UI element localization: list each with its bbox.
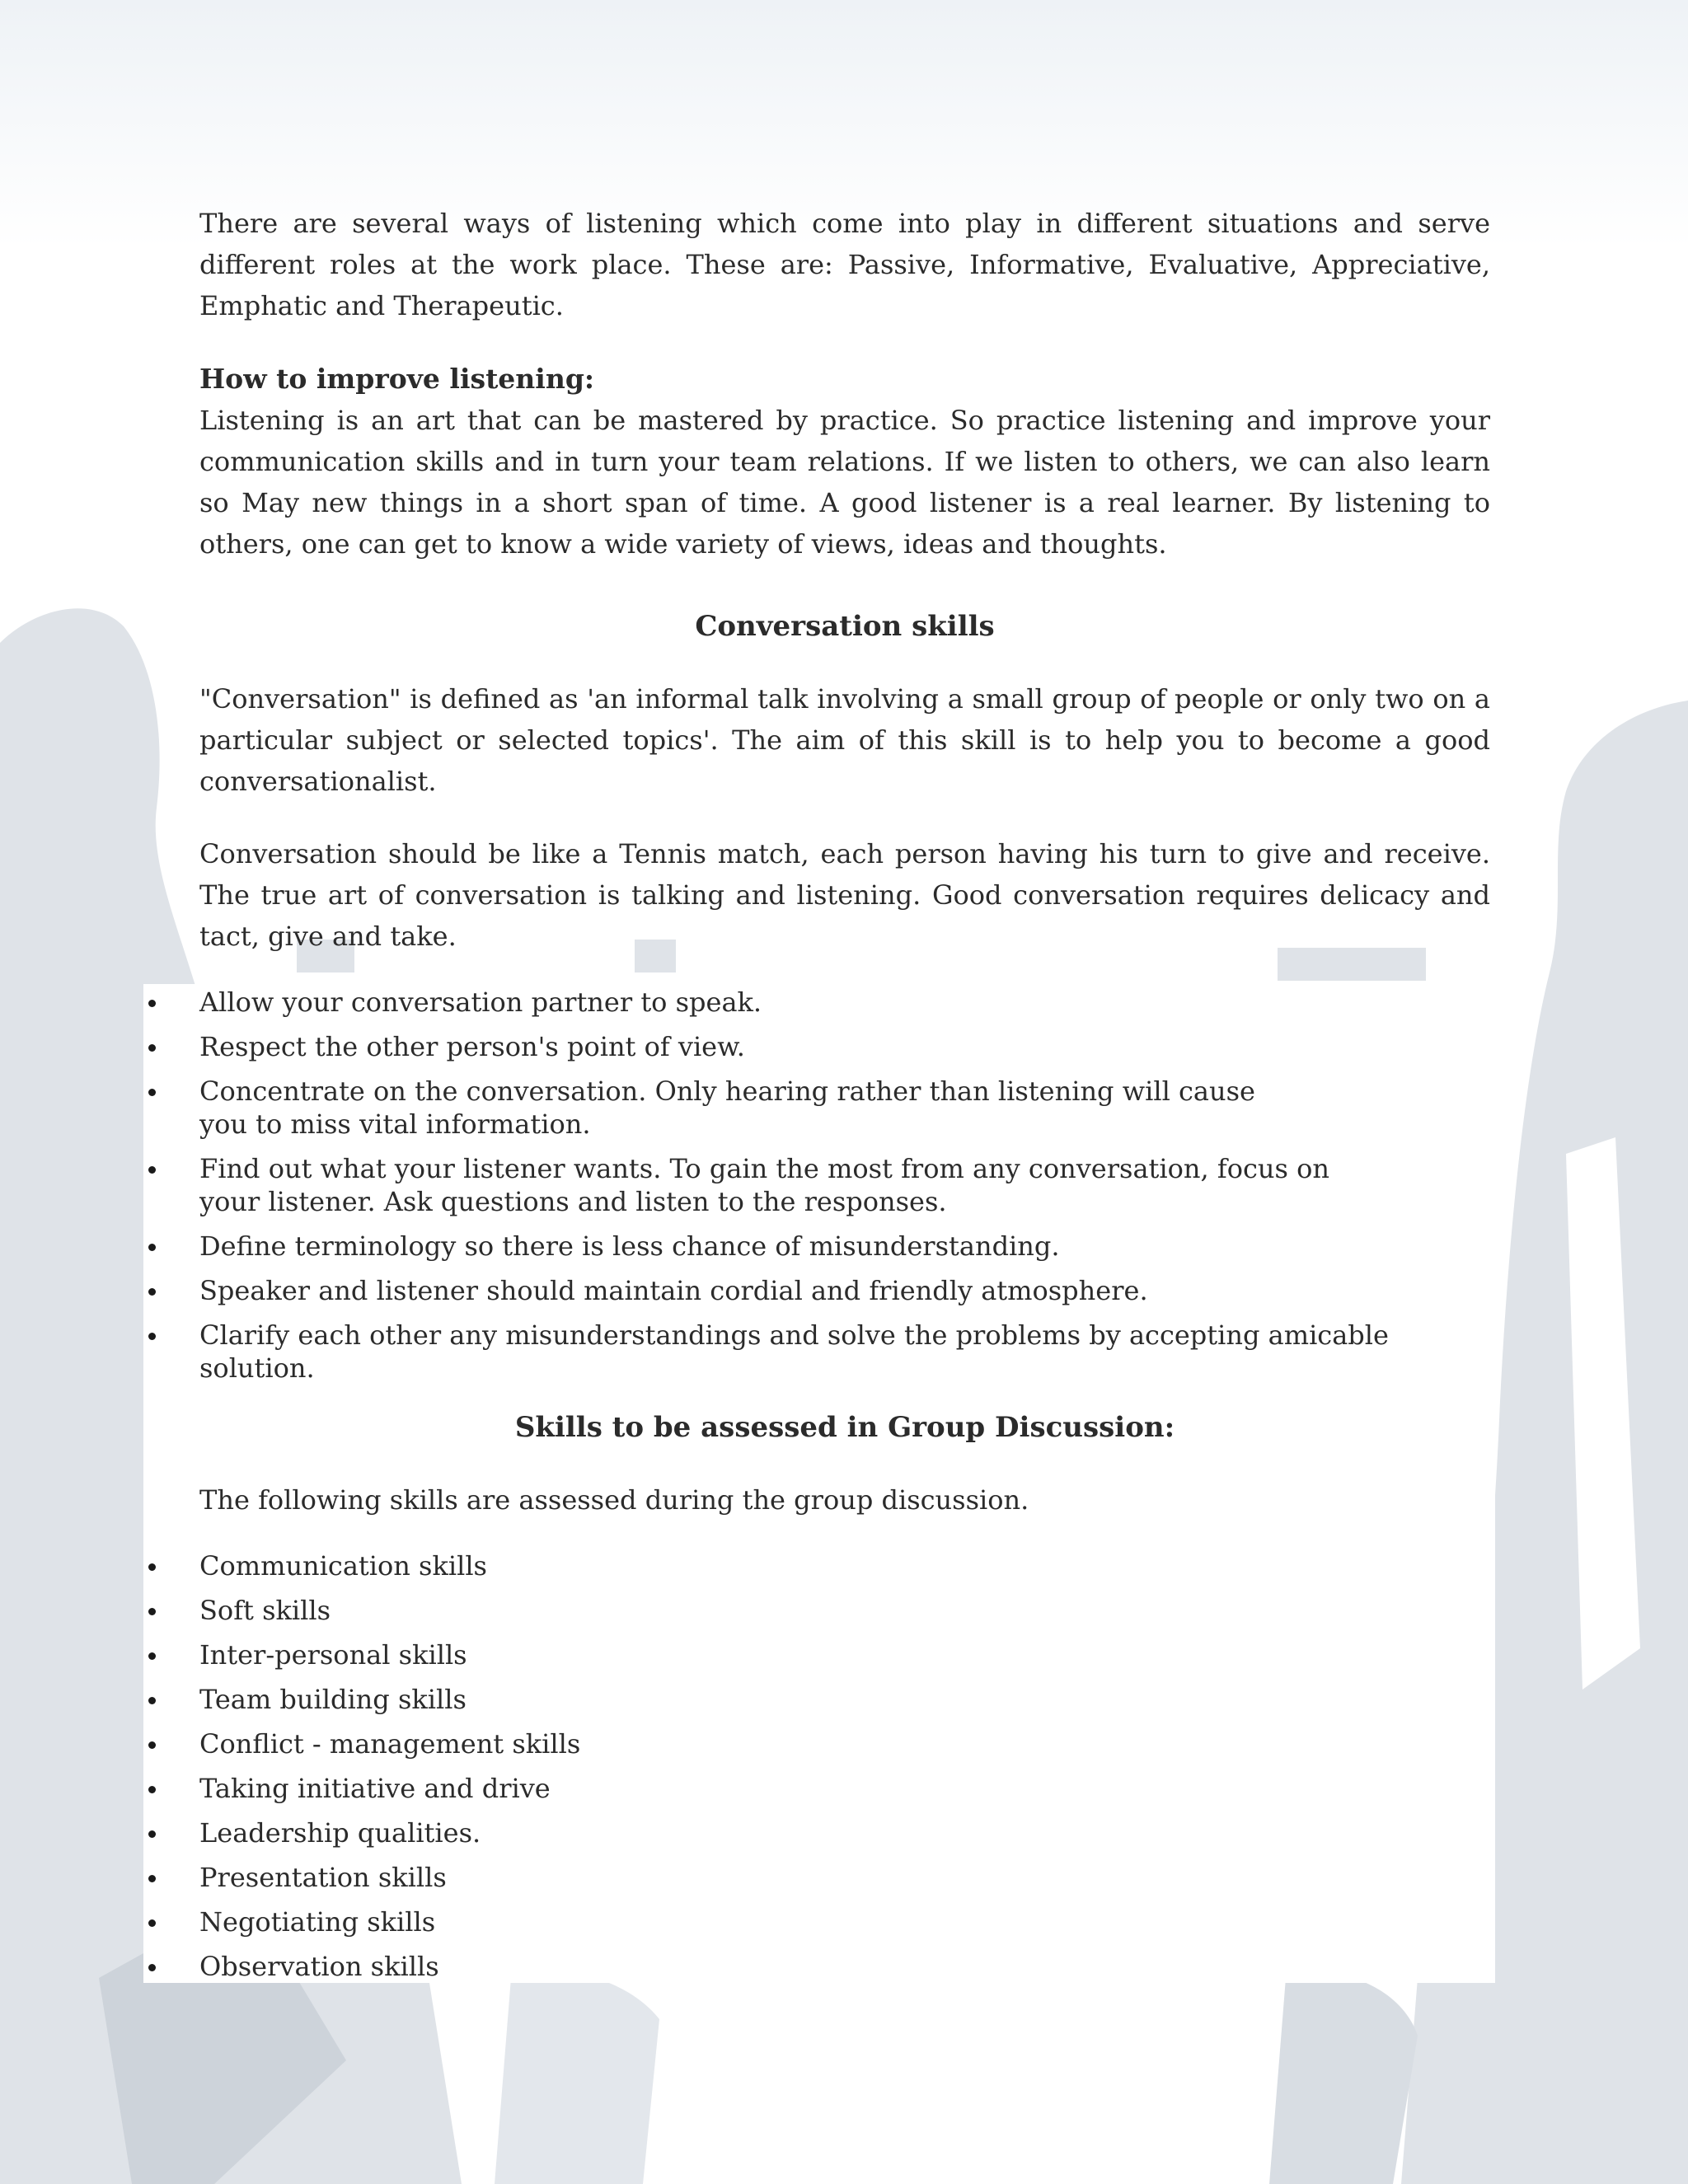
- bullet-icon: [148, 1608, 156, 1615]
- bullet-icon: [148, 1875, 156, 1882]
- bullet-icon: [148, 1333, 156, 1340]
- list-item: Concentrate on the conversation. Only hearing rather than listening will cause you to miss vital information.: [147, 1075, 1498, 1141]
- intro-block: [199, 203, 1490, 326]
- group-discussion-intro: The following skills are assessed during the group discussion.: [199, 1484, 1029, 1516]
- list-item: Team building skills: [147, 1683, 1498, 1716]
- improve-listening-heading: How to improve listening:: [199, 363, 595, 395]
- bullet-icon: [148, 1919, 156, 1927]
- bullet-icon: [148, 1652, 156, 1660]
- list-item: Observation skills: [147, 1950, 1498, 1983]
- conversation-definition-block: [199, 678, 1490, 802]
- intro-paragraph: There are several ways of listening which come into play in different situations and serve different roles at the work place. These are: Passive, Informative, Evaluative, Appreciative, Emphatic and Therapeutic.: [199, 208, 1490, 321]
- list-item: Leadership qualities.: [147, 1816, 1498, 1849]
- bullet-icon: [148, 1964, 156, 1971]
- list-item: Soft skills: [147, 1594, 1498, 1627]
- list-item: Inter-personal skills: [147, 1638, 1498, 1671]
- conversation-paragraph-1: "Conversation" is defined as 'an informal talk involving a small group of people or only two on a particular subject or selected topics'. The aim of this skill is to help you to become a good conversationalist.: [199, 683, 1490, 797]
- bullet-icon: [148, 1166, 156, 1174]
- bullet-icon: [148, 1563, 156, 1571]
- bullet-icon: [148, 1288, 156, 1296]
- bullet-icon: [148, 1000, 156, 1007]
- list-item: Conflict - management skills: [147, 1727, 1498, 1760]
- bullet-icon: [148, 1830, 156, 1838]
- list-item: Allow your conversation partner to speak.: [147, 986, 1498, 1019]
- conversation-skills-heading: Conversation skills: [695, 610, 995, 643]
- bullet-icon: [148, 1786, 156, 1793]
- group-discussion-heading: Skills to be assessed in Group Discussion:: [514, 1411, 1175, 1444]
- list-item: Define terminology so there is less chance of misunderstanding.: [147, 1230, 1498, 1263]
- list-item: Find out what your listener wants. To gain the most from any conversation, focus on your listener. Ask questions and listen to the responses.: [147, 1152, 1498, 1218]
- bullet-icon: [148, 1697, 156, 1704]
- improve-listening-paragraph: Listening is an art that can be mastered by practice. So practice listening and improve your communication skills and in turn your team relations. If we listen to others, we can also learn so May new things in a short span of time. A good listener is a real learner. By listening to others, one can get to know a wide variety of views, ideas and thoughts.: [199, 405, 1490, 560]
- bullet-icon: [148, 1741, 156, 1749]
- improve-listening-section: [199, 359, 1490, 565]
- list-item: Clarify each other any misunderstandings and solve the problems by accepting amicable solution.: [147, 1319, 1498, 1385]
- bullet-icon: [148, 1244, 156, 1251]
- conversation-tennis-block: [199, 833, 1490, 957]
- list-item: Respect the other person's point of view.: [147, 1030, 1498, 1063]
- list-item: Taking initiative and drive: [147, 1772, 1498, 1805]
- list-item: Negotiating skills: [147, 1905, 1498, 1938]
- conversation-paragraph-2: Conversation should be like a Tennis match, each person having his turn to give and receive. The true art of conversation is talking and listening. Good conversation requires delicacy and tact, give and take.: [199, 838, 1490, 952]
- group-discussion-intro-block: [199, 1479, 1490, 1521]
- list-item: Speaker and listener should maintain cordial and friendly atmosphere.: [147, 1274, 1498, 1307]
- list-item: Presentation skills: [147, 1861, 1498, 1894]
- bullet-icon: [148, 1044, 156, 1052]
- bullet-icon: [148, 1089, 156, 1096]
- assessed-skills-list: [147, 1549, 1498, 1994]
- list-item: Communication skills: [147, 1549, 1498, 1582]
- conversation-tips-list: [147, 986, 1498, 1396]
